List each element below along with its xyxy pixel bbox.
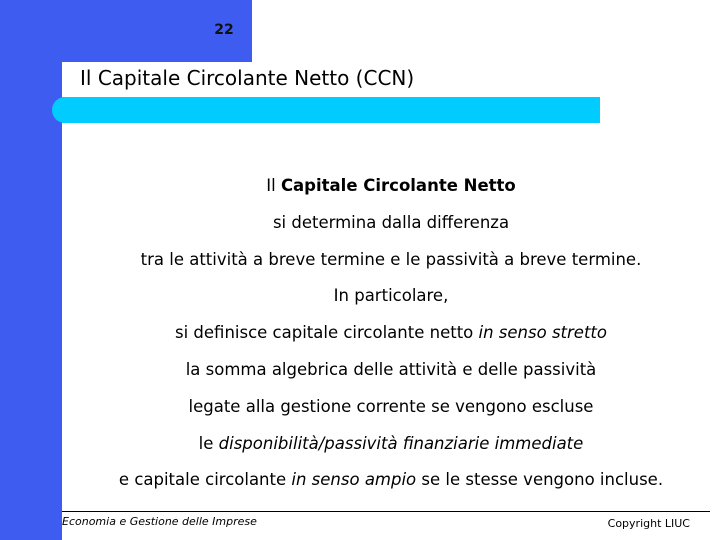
title-underline-bar [62,97,600,123]
body-line-8-prefix: le [198,433,219,453]
body-line-7: legate alla gestione corrente se vengono escluse [188,396,594,416]
slide-body [62,168,720,499]
body-line-8-italic: disponibilità/passività finanziarie immediate [218,433,584,453]
footer-divider [62,511,710,512]
body-line-1 [62,168,720,205]
body-line-9-italic: in senso ampio [291,470,417,490]
body-line-3: tra le attività a breve termine e le passività a breve termine. [140,249,642,269]
footer-copyright: Copyright LIUC [607,517,690,530]
body-line-1-prefix: Il [266,176,281,195]
body-line-5 [62,315,720,352]
body-line-2: si determina dalla differenza [272,212,510,232]
slide-title: Il Capitale Circolante Netto (CCN) [80,66,415,90]
body-line-8 [62,426,720,463]
footer-course-name: Economia e Gestione delle Imprese [62,515,257,528]
slide-number: 22 [214,22,234,38]
body-line-5-prefix: si definisce capitale circolante netto [175,323,479,343]
body-line-6: la somma algebrica delle attività e delle passività [185,359,597,379]
body-line-1-bold: Capitale Circolante Netto [280,176,516,195]
left-accent-bar [0,0,62,540]
body-line-9 [62,462,720,499]
body-line-5-italic: in senso stretto [478,323,607,343]
body-line-9-prefix: e capitale circolante [118,470,292,490]
body-line-9-suffix: se le stesse vengono incluse. [416,470,664,490]
body-line-4: In particolare, [333,286,449,306]
